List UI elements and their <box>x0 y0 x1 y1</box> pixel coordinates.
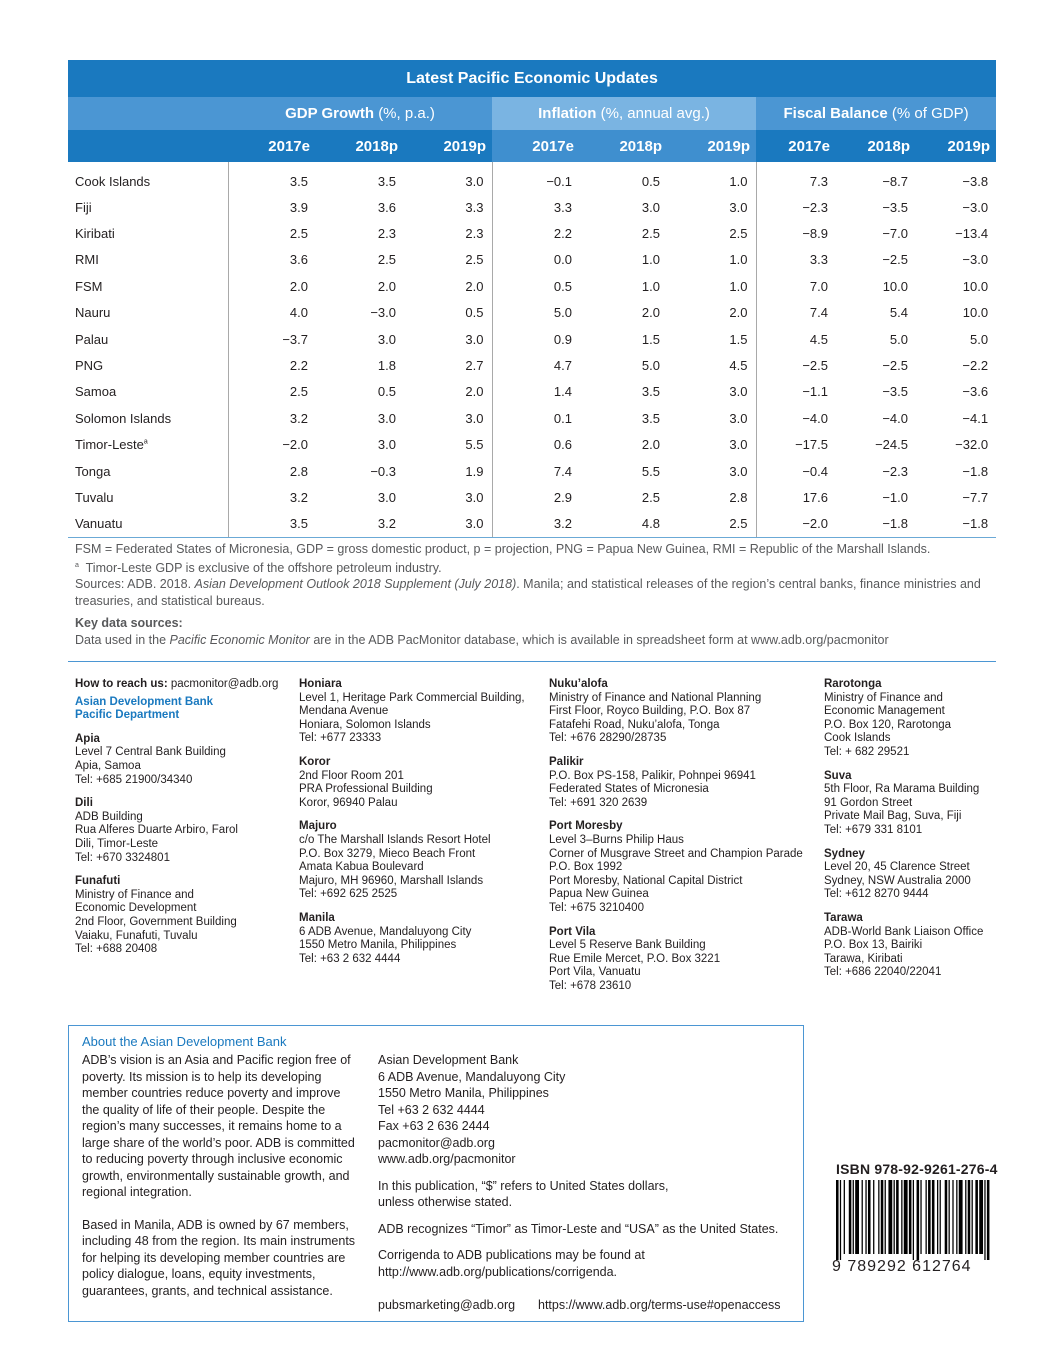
value-cell: 2.3 <box>377 226 396 242</box>
office-block <box>824 912 1004 980</box>
office-address-line: Port Moresby, National Capital District <box>549 874 743 887</box>
office-name: Dili <box>75 797 93 810</box>
value-cell: 0.5 <box>641 173 660 189</box>
table-row <box>68 458 996 484</box>
key-data-text: Data used in the Pacific Economic Monitor are in the ADB PacMonitor database, which is available in spreadsheet form at www.adb.org/pacmonitor <box>75 632 889 647</box>
table-row <box>68 162 996 194</box>
office-address-line: Tel: +676 28290/28735 <box>549 732 667 745</box>
office-address-line: Tel: +686 22040/22041 <box>824 966 942 979</box>
office-name: Suva <box>824 769 852 782</box>
value-cell: 3.2 <box>228 405 316 431</box>
office-address-line: P.O. Box PS-158, Palikir, Pohnpei 96941 <box>549 769 756 782</box>
office-block <box>299 756 539 810</box>
year-header: 2019p <box>916 130 996 162</box>
office-block <box>549 926 814 994</box>
office-name: Apia <box>75 732 100 745</box>
year-spacer <box>68 130 228 162</box>
office-address-line: Level 3–Burns Philip Haus <box>549 833 684 846</box>
office-address-line: Ministry of Finance and National Planning <box>549 691 762 704</box>
office-block <box>824 770 1004 838</box>
country-cell: Kiribati <box>75 226 115 242</box>
value-cell: 3.0 <box>377 489 396 505</box>
value-cell: 4.5 <box>729 358 748 374</box>
table-row <box>68 352 996 378</box>
value-cell: 3.9 <box>228 194 316 220</box>
table-title: Latest Pacific Economic Updates <box>68 60 996 97</box>
office-address-line: 1550 Metro Manila, Philippines <box>299 939 457 952</box>
year-header: 2018p <box>316 130 404 162</box>
value-cell: 7.0 <box>756 273 836 299</box>
sources-note: Sources: ADB. 2018. Asian Development Outlook 2018 Supplement (July 2018). Manila; and statistical releases of the region’s central banks, finance ministries and treasuries, and statistical bureaus. <box>75 577 981 608</box>
value-cell: −7.7 <box>962 489 989 505</box>
value-cell: −0.3 <box>370 463 396 479</box>
country-cell: Samoa <box>75 384 117 400</box>
value-cell: −3.0 <box>962 252 989 268</box>
value-cell: 3.0 <box>377 331 396 347</box>
office-block <box>75 797 290 865</box>
value-cell: 4.8 <box>580 511 668 538</box>
adb-department: Asian Development Bank Pacific Department <box>75 695 214 722</box>
value-cell: 1.9 <box>465 463 484 479</box>
office-address-line: Tel: +688 20408 <box>75 943 158 956</box>
office-address-line: Cook Islands <box>824 732 891 745</box>
country-cell: Vanuatu <box>68 511 228 538</box>
country-cell: RMI <box>75 252 99 268</box>
value-cell: 0.9 <box>492 326 580 352</box>
value-cell: 2.0 <box>228 273 316 299</box>
office-address-line: PRA Professional Building <box>299 783 433 796</box>
value-cell: 3.5 <box>377 173 396 189</box>
website-link[interactable]: www.adb.org/pacmonitor <box>378 1152 516 1166</box>
about-paragraph: ADB’s vision is an Asia and Pacific region free of poverty. Its mission is to help its developing member countries reduce poverty and improve the quality of life of their people. Despite the region’s many successes, it remains home to a large share of the world’s poor. ADB is committed to reducing poverty through inclusive economic growth, environmentally sustainable growth, and regional integration. <box>82 1053 355 1199</box>
office-address-line: Ministry of Finance and <box>75 888 194 901</box>
table-row <box>68 511 996 538</box>
value-cell: 1.0 <box>729 173 748 189</box>
about-details <box>378 1052 798 1312</box>
value-cell: 10.0 <box>882 278 908 294</box>
value-cell: 2.5 <box>228 379 316 405</box>
group-inflation: Inflation (%, annual avg.) <box>492 97 756 130</box>
value-cell: 3.5 <box>228 511 316 538</box>
country-cell: Cook Islands <box>75 173 151 189</box>
office-block <box>299 678 539 746</box>
value-cell: 1.5 <box>641 331 660 347</box>
value-cell: −1.8 <box>916 511 996 538</box>
office-address-line: 2nd Floor Room 201 <box>299 769 404 782</box>
value-cell: 3.0 <box>729 437 748 453</box>
office-name: Funafuti <box>75 875 121 888</box>
value-cell: −2.0 <box>228 432 316 458</box>
office-address-line: Vaiaku, Funafuti, Tuvalu <box>75 929 198 942</box>
value-cell: −0.4 <box>756 458 836 484</box>
group-gdp-growth: GDP Growth (%, p.a.) <box>228 97 492 130</box>
value-cell: 3.5 <box>641 410 660 426</box>
value-cell: 0.1 <box>492 405 580 431</box>
office-address-line: Tel: +63 2 632 4444 <box>299 952 401 965</box>
value-cell: 3.6 <box>228 247 316 273</box>
value-cell: −1.0 <box>882 489 908 505</box>
office-address-line: Tel: +678 23610 <box>549 979 632 992</box>
contacts-column-4 <box>824 678 1004 990</box>
abbreviations-note: FSM = Federated States of Micronesia, GDP = gross domestic product, p = projection, PNG = Papua New Guinea, RMI = Republic of the Marshall Islands. <box>75 542 931 556</box>
office-name: Honiara <box>299 678 342 690</box>
group-spacer <box>68 97 228 130</box>
office-address-line: Level 5 Reserve Bank Building <box>549 939 706 952</box>
office-address-line: ADB Building <box>75 810 143 823</box>
table-row <box>68 273 996 299</box>
office-address-line: Amata Kabua Boulevard <box>299 861 424 874</box>
office-address-line: Mendana Avenue <box>299 705 389 718</box>
table-row <box>68 484 996 510</box>
email-link[interactable]: pacmonitor@adb.org <box>378 1135 495 1150</box>
value-cell: 3.2 <box>316 511 404 538</box>
table-row <box>68 194 996 220</box>
value-cell: −1.1 <box>756 379 836 405</box>
value-cell: 3.3 <box>492 194 580 220</box>
year-header: 2018p <box>836 130 916 162</box>
office-name: Nuku’alofa <box>549 678 608 690</box>
office-block <box>549 820 814 915</box>
country-cell: Timor-Leste$^a$ <box>75 437 148 453</box>
value-cell: 5.0 <box>492 300 580 326</box>
value-cell: 3.2 <box>228 484 316 510</box>
office-address-line: Honiara, Solomon Islands <box>299 718 431 731</box>
office-address-line: Koror, 96940 Palau <box>299 796 398 809</box>
value-cell: −1.8 <box>962 463 989 479</box>
value-cell: 3.5 <box>641 384 660 400</box>
office-address-line: Level 20, 45 Clarence Street <box>824 861 970 874</box>
value-cell: −32.0 <box>955 437 989 453</box>
country-cell: Palau <box>75 331 109 347</box>
contacts-column-3 <box>549 678 814 1003</box>
year-header: 2017e <box>492 130 580 162</box>
office-address-line: Level 1, Heritage Park Commercial Building, <box>299 691 525 704</box>
office-name: Rarotonga <box>824 678 882 690</box>
office-address-line: 91 Gordon Street <box>824 796 913 809</box>
recognizes-note: ADB recognizes “Timor” as Timor-Leste and “USA” as the United States. <box>378 1221 779 1236</box>
year-header: 2017e <box>228 130 316 162</box>
value-cell: 2.7 <box>465 358 484 374</box>
value-cell: 3.0 <box>465 489 484 505</box>
value-cell: 1.0 <box>729 278 748 294</box>
dollars-note: In this publication, “$” refers to United States dollars, unless otherwise stated. <box>378 1178 669 1209</box>
value-cell: 2.0 <box>377 278 396 294</box>
table-row <box>68 432 996 458</box>
value-cell: 5.0 <box>641 358 660 374</box>
office-name: Koror <box>299 755 331 768</box>
value-cell: 1.4 <box>492 379 580 405</box>
office-block <box>299 912 539 966</box>
office-address-line: Tel: +677 23333 <box>299 732 382 745</box>
table-body <box>68 162 996 538</box>
office-address-line: Rua Alferes Duarte Arbiro, Farol <box>75 824 238 837</box>
group-fiscal-balance: Fiscal Balance (% of GDP) <box>756 97 996 130</box>
office-address-line: Fatafehi Road, Nuku’alofa, Tonga <box>549 718 720 731</box>
office-address-line: 6 ADB Avenue, Mandaluyong City <box>299 925 472 938</box>
value-cell: 5.0 <box>970 331 989 347</box>
value-cell: 1.8 <box>377 358 396 374</box>
value-cell: 7.3 <box>756 162 836 194</box>
value-cell: 2.5 <box>377 252 396 268</box>
office-name: Palikir <box>549 755 584 768</box>
value-cell: −8.9 <box>756 220 836 246</box>
office-address-line: P.O. Box 13, Bairiki <box>824 939 923 952</box>
about-adb-box <box>68 1025 804 1322</box>
value-cell: 5.4 <box>889 305 908 321</box>
value-cell: −7.0 <box>882 226 908 242</box>
value-cell: 3.0 <box>729 463 748 479</box>
value-cell: 2.5 <box>729 226 748 242</box>
office-block <box>75 875 290 957</box>
value-cell: 2.2 <box>228 352 316 378</box>
office-address-line: Tel: +692 625 2525 <box>299 888 398 901</box>
value-cell: 2.3 <box>465 226 484 242</box>
adb-address: Asian Development Bank 6 ADB Avenue, Mandaluyong City 1550 Metro Manila, Philippines Tel +63 2 632 4444 Fax +63 2 636 2444 pacmonitor@adb.org www.adb.org/pacmonitor <box>378 1052 798 1168</box>
value-cell: 2.2 <box>492 220 580 246</box>
office-address-line: Tel: +612 8270 9444 <box>824 888 929 901</box>
office-address-line: First Floor, Royco Building, P.O. Box 87 <box>549 705 751 718</box>
isbn-label: ISBN 978-92-9261-276-4 <box>836 1161 998 1177</box>
value-cell: −3.7 <box>228 326 316 352</box>
value-cell: 3.0 <box>377 437 396 453</box>
how-to-reach: How to reach us: pacmonitor@adb.org <box>75 678 279 690</box>
country-cell: Tonga <box>75 463 111 479</box>
country-cell: Tuvalu <box>75 489 114 505</box>
value-cell: 4.5 <box>756 326 836 352</box>
table-row <box>68 379 996 405</box>
country-cell: Solomon Islands <box>75 410 172 426</box>
value-cell: 3.0 <box>729 384 748 400</box>
value-cell: 10.0 <box>962 278 989 294</box>
value-cell: −13.4 <box>955 226 989 242</box>
value-cell: 5.0 <box>889 331 908 347</box>
value-cell: 3.0 <box>729 199 748 215</box>
value-cell: 4.0 <box>228 300 316 326</box>
table-row <box>68 247 996 273</box>
table-row <box>68 300 996 326</box>
year-header: 2017e <box>756 130 836 162</box>
office-address-line: Level 7 Central Bank Building <box>75 746 226 759</box>
office-name: Manila <box>299 911 335 924</box>
value-cell: 2.9 <box>492 484 580 510</box>
value-cell: 3.6 <box>377 199 396 215</box>
value-cell: 1.5 <box>729 331 748 347</box>
value-cell: 0.5 <box>492 273 580 299</box>
country-cell: Nauru <box>75 305 111 321</box>
office-address-line: Private Mail Bag, Suva, Fiji <box>824 810 962 823</box>
office-address-line: Tel: +675 3210400 <box>549 901 644 914</box>
value-cell: 3.2 <box>492 511 580 538</box>
value-cell: 2.5 <box>641 489 660 505</box>
office-address-line: Papua New Guinea <box>549 888 649 901</box>
office-address-line: Tel: +685 21900/34340 <box>75 773 193 786</box>
value-cell: 2.8 <box>228 458 316 484</box>
contacts-column-2 <box>299 678 539 976</box>
office-address-line: Majuro, MH 96960, Marshall Islands <box>299 874 484 887</box>
office-address-line: Tel: + 682 29521 <box>824 745 910 758</box>
office-name: Port Moresby <box>549 820 623 833</box>
value-cell: 5.5 <box>641 463 660 479</box>
office-address-line: P.O. Box 120, Rarotonga <box>824 718 952 731</box>
value-cell: −2.3 <box>882 463 908 479</box>
value-cell: 2.8 <box>729 489 748 505</box>
value-cell: −2.5 <box>756 352 836 378</box>
value-cell: 3.5 <box>228 162 316 194</box>
value-cell: −3.8 <box>962 173 989 189</box>
office-address-line: Tel: +691 320 2639 <box>549 796 648 809</box>
about-description <box>82 1052 357 1315</box>
value-cell: 7.4 <box>756 300 836 326</box>
value-cell: 2.0 <box>729 305 748 321</box>
corrigenda-note: Corrigenda to ADB publications may be found at http://www.adb.org/publications/corrigenda. <box>378 1248 645 1279</box>
office-address-line: 2nd Floor, Government Building <box>75 915 237 928</box>
pubsmarketing-email-link[interactable]: pubsmarketing@adb.org <box>378 1298 516 1312</box>
key-data-sources <box>75 615 985 648</box>
year-header: 2019p <box>404 130 492 162</box>
office-block <box>824 848 1004 902</box>
office-address-line: Federated States of Micronesia <box>549 783 709 796</box>
key-data-title: Key data sources: <box>75 616 183 630</box>
year-header: 2019p <box>668 130 756 162</box>
economic-updates-table <box>68 60 996 538</box>
value-cell: −17.5 <box>756 432 836 458</box>
value-cell: 3.0 <box>465 331 484 347</box>
value-cell: 17.6 <box>756 484 836 510</box>
office-name: Port Vila <box>549 925 596 938</box>
value-cell: −3.0 <box>370 305 396 321</box>
country-cell: PNG <box>75 358 104 374</box>
office-block <box>549 756 814 810</box>
value-cell: −3.0 <box>962 199 989 215</box>
office-address-line: Sydney, NSW Australia 2000 <box>824 874 971 887</box>
office-address-line: P.O. Box 3279, Mieco Beach Front <box>299 847 476 860</box>
value-cell: 10.0 <box>962 305 989 321</box>
reach-email-link[interactable]: pacmonitor@adb.org <box>170 678 279 690</box>
value-cell: 0.6 <box>492 432 580 458</box>
value-cell: −1.8 <box>836 511 916 538</box>
value-cell: −3.6 <box>962 384 989 400</box>
value-cell: −2.3 <box>756 194 836 220</box>
value-cell: −0.1 <box>492 162 580 194</box>
footnote-a: $^a$ Timor-Leste GDP is exclusive of the offshore petroleum industry. <box>75 560 442 575</box>
office-name: Tarawa <box>824 911 863 924</box>
office-address-line: Apia, Samoa <box>75 759 141 772</box>
value-cell: 3.0 <box>465 410 484 426</box>
office-address-line: 5th Floor, Ra Marama Building <box>824 783 980 796</box>
value-cell: −2.2 <box>962 358 989 374</box>
value-cell: −2.0 <box>756 511 836 538</box>
office-address-line: Economic Development <box>75 902 197 915</box>
value-cell: 2.0 <box>465 278 484 294</box>
value-cell: 2.0 <box>641 305 660 321</box>
value-cell: 1.0 <box>641 278 660 294</box>
barcode-icon <box>836 1180 992 1260</box>
value-cell: 3.0 <box>641 199 660 215</box>
office-address-line: Corner of Musgrave Street and Champion Parade <box>549 847 803 860</box>
office-address-line: c/o The Marshall Islands Resort Hotel <box>299 833 491 846</box>
about-paragraph: Based in Manila, ADB is owned by 67 members, including 48 from the region. Its main instruments for helping its developing member countries are policy dialogue, loans, equity investments, guarantees, grants, and technical assistance. <box>82 1217 356 1298</box>
office-address-line: Tel: +679 331 8101 <box>824 823 923 836</box>
country-cell: Fiji <box>75 199 92 215</box>
value-cell: −4.0 <box>756 405 836 431</box>
terms-use-link[interactable]: https://www.adb.org/terms-use#openaccess <box>538 1298 781 1312</box>
value-cell: 2.5 <box>641 226 660 242</box>
contacts-column-1 <box>75 678 290 967</box>
value-cell: 2.5 <box>668 511 756 538</box>
value-cell: 3.3 <box>756 247 836 273</box>
country-cell: FSM <box>75 278 103 294</box>
value-cell: 5.5 <box>465 437 484 453</box>
office-name: Sydney <box>824 847 865 860</box>
table-row <box>68 326 996 352</box>
value-cell: −4.1 <box>962 410 989 426</box>
office-name: Majuro <box>299 820 337 833</box>
value-cell: 2.0 <box>465 384 484 400</box>
value-cell: 2.5 <box>228 220 316 246</box>
value-cell: −4.0 <box>882 410 908 426</box>
office-address-line: Tel: +670 3324801 <box>75 851 170 864</box>
value-cell: −3.5 <box>882 199 908 215</box>
table-row <box>68 220 996 246</box>
value-cell: 1.0 <box>729 252 748 268</box>
about-title: About the Asian Development Bank <box>82 1034 287 1049</box>
table-notes <box>75 541 985 609</box>
value-cell: −3.5 <box>882 384 908 400</box>
value-cell: 3.0 <box>377 410 396 426</box>
office-address-line: Dili, Timor-Leste <box>75 837 159 850</box>
value-cell: 3.0 <box>729 410 748 426</box>
office-address-line: Port Vila, Vanuatu <box>549 966 641 979</box>
table-row <box>68 405 996 431</box>
office-address-line: P.O. Box 1992 <box>549 861 623 874</box>
office-block <box>299 820 539 902</box>
office-block <box>549 678 814 746</box>
value-cell: 0.5 <box>377 384 396 400</box>
value-cell: 3.3 <box>465 199 484 215</box>
value-cell: −2.5 <box>882 252 908 268</box>
office-address-line: Tarawa, Kiribati <box>824 952 903 965</box>
value-cell: 4.7 <box>492 352 580 378</box>
value-cell: −24.5 <box>875 437 908 453</box>
value-cell: −8.7 <box>882 173 908 189</box>
year-header: 2018p <box>580 130 668 162</box>
value-cell: −2.5 <box>882 358 908 374</box>
value-cell: 3.0 <box>465 173 484 189</box>
office-address-line: Rue Emile Mercet, P.O. Box 3221 <box>549 952 721 965</box>
value-cell: 0.0 <box>492 247 580 273</box>
value-cell: 0.5 <box>465 305 484 321</box>
office-block <box>824 678 1004 760</box>
office-address-line: ADB-World Bank Liaison Office <box>824 925 984 938</box>
value-cell: 2.5 <box>465 252 484 268</box>
office-address-line: Ministry of Finance and <box>824 691 943 704</box>
office-address-line: Economic Management <box>824 705 945 718</box>
office-block <box>75 733 290 787</box>
section-divider <box>68 661 996 662</box>
value-cell: 3.0 <box>404 511 492 538</box>
barcode-digits: 9 789292 612764 <box>832 1258 972 1275</box>
value-cell: 2.0 <box>641 437 660 453</box>
value-cell: 7.4 <box>492 458 580 484</box>
value-cell: 1.0 <box>641 252 660 268</box>
